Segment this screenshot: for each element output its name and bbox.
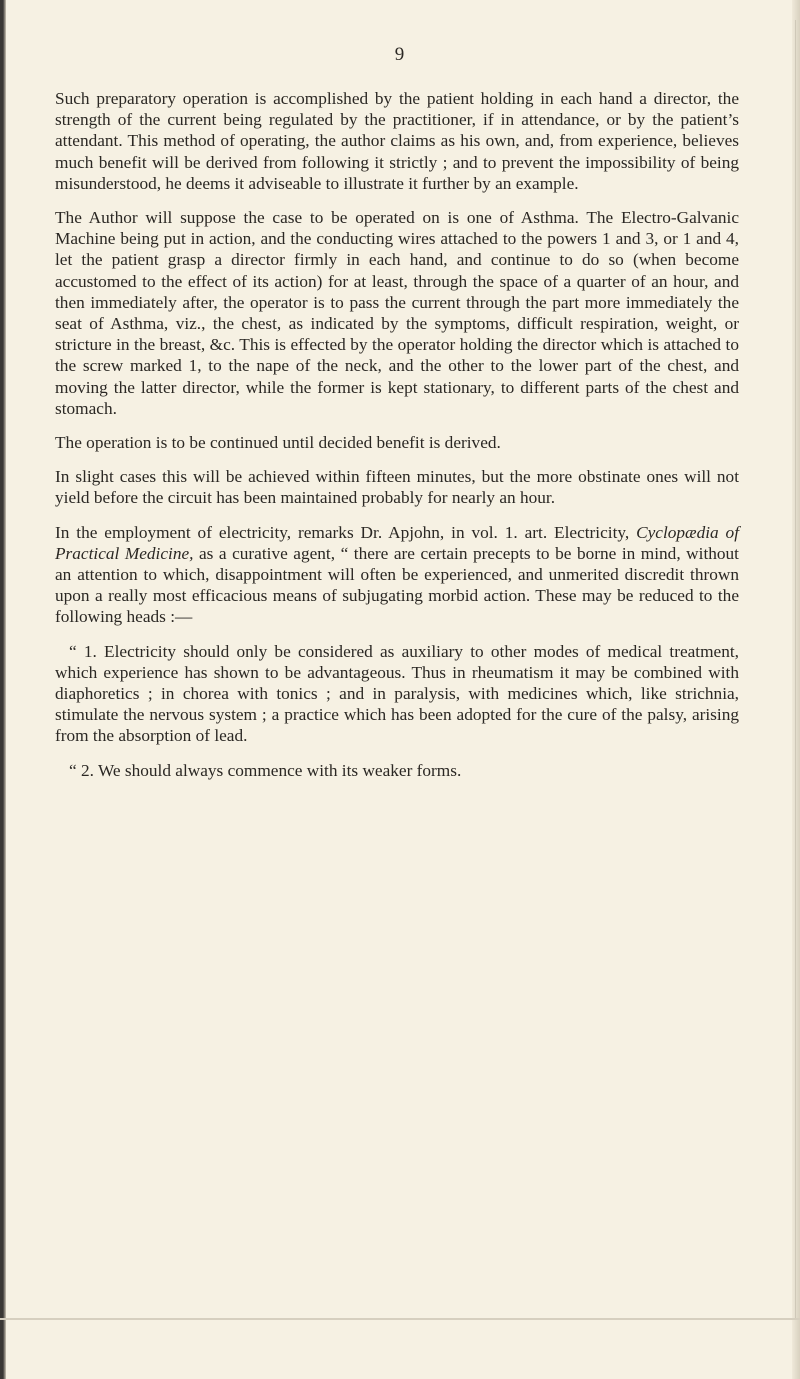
binding-line [795,20,796,1320]
paragraph-apjohn-remarks [55,522,739,628]
quote-precept-2: “ 2. We should always commence with its weaker forms. [69,760,462,780]
quote-precept-1: “ 1. Electricity should only be considered as auxiliary to other modes of medical treatment, which experience has shown to be advantageous. Thus in rheumatism it may be combined with diaphoretics ; in chorea with tonics ; and in paralysis, with medicines which, like strichnia, stimulate the nervous system ; a practice which has been adopted for the cure of the palsy, arising from the absorption of lead. [55,641,739,746]
paragraph-continue-operation: The operation is to be continued until decided benefit is derived. [55,433,501,453]
scan-edge-left [0,0,6,1379]
cyclopaedia-title: Cyclopædia of Practical Medicine, [55,522,739,563]
apjohn-text-after: as a curative agent, “ there are certain precepts to be borne in mind, without an attention to which, disappointment will often be experienced, and unmerited discredit thrown upon a really most efficacious means of subjugating morbid action. These may be reduced to the following heads :— [55,543,739,627]
scan-edge-right [792,0,800,1379]
page-number: 9 [394,44,406,65]
page-body [55,88,739,794]
paragraph-preparatory-operation: Such preparatory operation is accomplished by the patient holding in each hand a director, the strength of the current being regulated by the practitioner, if in attendance, or by the patient’s attendant. This method of operating, the author claims as his own, and, from experience, believes much benefit will be derived from following it strictly ; and to prevent the impossibility of being misunderstood, he deems it adviseable to illustrate it further by an example. [55,89,739,193]
paragraph-asthma-example: The Author will suppose the case to be operated on is one of Asthma. The Electro-Galvanic Machine being put in action, and the conducting wires attached to the powers 1 and 3, or 1 and 4, let the patient grasp a director firmly in each hand, and continue to do so (when become accustomed to the effect of its action) for at least, through the space of a quarter of an hour, and then immediately after, the operator is to pass the current through the part more immediately the seat of Asthma, viz., the chest, as indicated by the symptoms, difficult respiration, weight, or stricture in the breast, &c. This is effected by the operator holding the director which is attached to the screw marked 1, to the nape of the neck, and the other to the lower part of the chest, and moving the latter director, while the former is kept stationary, to different parts of the chest and stomach. [55,208,739,418]
apjohn-text-before: In the employment of electricity, remarks Dr. Apjohn, in vol. 1. art. Electricity, [55,522,637,542]
paragraph-slight-cases: In slight cases this will be achieved within fifteen minutes, but the more obstinate ones will not yield before the circuit has been maintained probably for nearly an hour. [55,467,739,508]
page-bottom-edge [0,1318,800,1320]
